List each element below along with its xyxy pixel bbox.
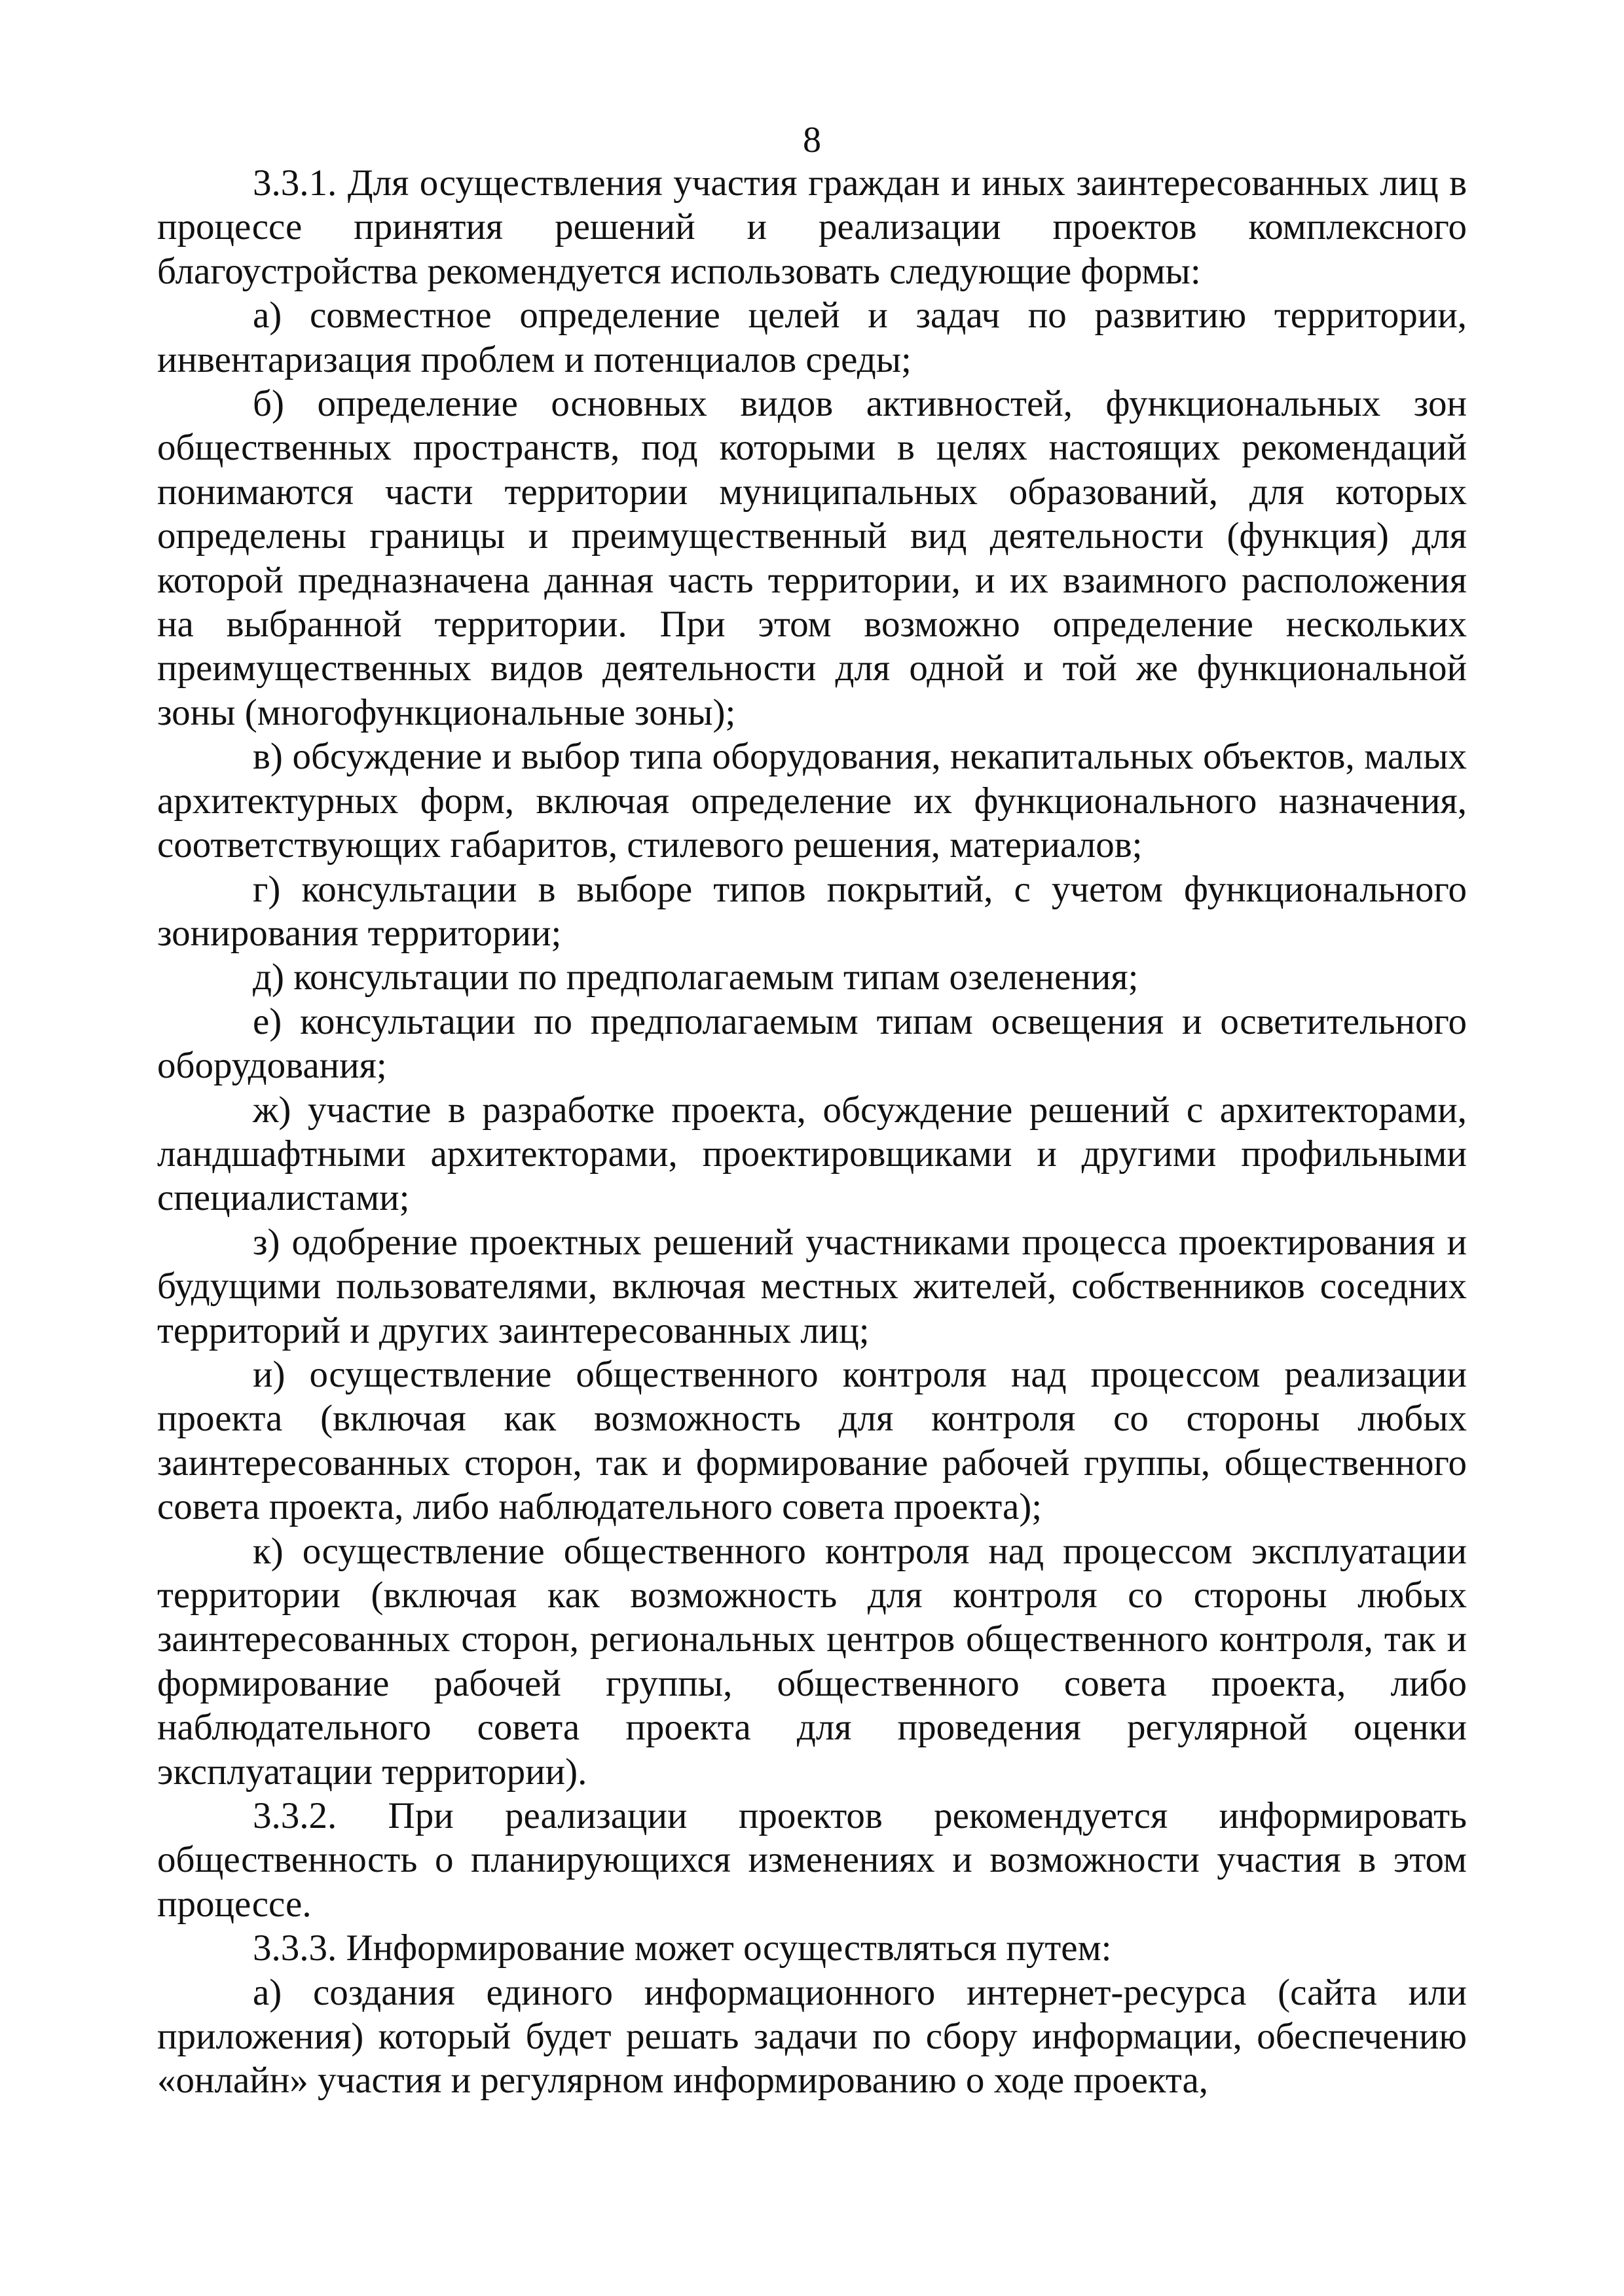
- page-number: 8: [803, 120, 821, 160]
- paragraph-item-g: г) консультации в выборе типов покрытий, с учетом функционального зонирования территории;: [157, 868, 1467, 954]
- paragraph-3-3-1: 3.3.1. Для осуществления участия граждан и иных заинтересованных лиц в процессе принятия решений и реализации проектов комплексного благоустройства рекомендуется использовать следующие формы:: [157, 162, 1467, 292]
- paragraph-item-d: д) консультации по предполагаемым типам озеленения;: [253, 957, 1139, 998]
- paragraph-item-a: а) совместное определение целей и задач по развитию территории, инвентаризация проблем и потенциалов среды;: [157, 295, 1467, 380]
- paragraph-item-v: в) обсуждение и выбор типа оборудования, некапитальных объектов, малых архитектурных форм, включая определение их функционального назначения, соответствующих габаритов, стилевого решения, материалов;: [157, 736, 1467, 866]
- paragraph-3-3-3: 3.3.3. Информирование может осуществляться путем:: [253, 1927, 1112, 1969]
- paragraph-item-k: к) осуществление общественного контроля над процессом эксплуатации территории (включая как возможность для контроля со стороны любых заинтересованных сторон, региональных центров общественного контроля, так и формирование рабочей группы, общественного совета проекта, либо наблюдательного совета проекта для проведения регулярной оценки эксплуатации территории).: [157, 1530, 1467, 1793]
- paragraph-item-z: з) одобрение проектных решений участниками процесса проектирования и будущими пользователями, включая местных жителей, собственников соседних территорий и других заинтересованных лиц;: [157, 1221, 1467, 1351]
- paragraph-item-e: е) консультации по предполагаемым типам освещения и осветительного оборудования;: [157, 1000, 1467, 1087]
- paragraph-item-i: и) осуществление общественного контроля над процессом реализации проекта (включая как возможность для контроля со стороны любых заинтересованных сторон, так и формирование рабочей группы, общественного совета проекта, либо наблюдательного совета проекта);: [157, 1353, 1467, 1528]
- document-body: [157, 161, 1467, 2103]
- paragraph-3-3-2: 3.3.2. При реализации проектов рекомендуется информировать общественность о планирующихся изменениях и возможности участия в этом процессе.: [157, 1795, 1467, 1925]
- paragraph-3-3-3-item-a: а) создания единого информационного интернет-ресурса (сайта или приложения) который будет решать задачи по сбору информации, обеспечению «онлайн» участия и регулярном информированию о ходе проекта,: [157, 1971, 1467, 2102]
- paragraph-item-b: б) определение основных видов активностей, функциональных зон общественных пространств, под которыми в целях настоящих рекомендаций понимаются части территории муниципальных образований, для которых определены границы и преимущественный вид деятельности (функция) для которой предназначена данная часть территории, и их взаимного расположения на выбранной территории. При этом возможно определение нескольких преимущественных видов деятельности для одной и той же функциональной зоны (многофункциональные зоны);: [157, 383, 1467, 733]
- paragraph-item-zh: ж) участие в разработке проекта, обсуждение решений с архитекторами, ландшафтными архитекторами, проектировщиками и другими профильными специалистами;: [157, 1089, 1467, 1219]
